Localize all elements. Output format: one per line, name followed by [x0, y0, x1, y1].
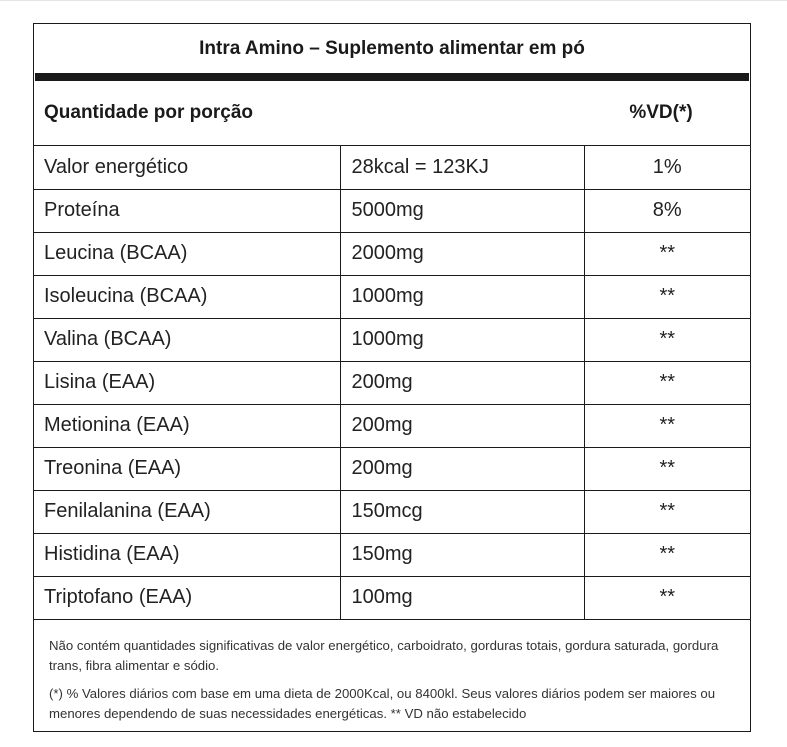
nutrient-name: Leucina (BCAA): [34, 232, 340, 275]
nutrient-name: Histidina (EAA): [34, 533, 340, 576]
nutrient-vd: **: [584, 318, 750, 361]
nutrient-name: Treonina (EAA): [34, 447, 340, 490]
footnote-not-significant: Não contém quantidades significativas de valor energético, carboidrato, gorduras totais, gordura saturada, gordura trans, fibra alimentar e sódio.: [49, 637, 719, 673]
nutrient-vd: **: [584, 232, 750, 275]
nutrient-vd: 1%: [584, 146, 750, 189]
table-header: [34, 81, 750, 146]
table-row: [34, 447, 750, 490]
nutrient-amount: 150mcg: [340, 490, 584, 533]
nutrient-vd: 8%: [584, 189, 750, 232]
table-row: [34, 232, 750, 275]
nutrient-vd: **: [584, 576, 750, 619]
nutrient-vd: **: [584, 361, 750, 404]
nutrient-amount: 150mg: [340, 533, 584, 576]
nutrient-vd: **: [584, 404, 750, 447]
table-row: [34, 318, 750, 361]
nutrition-table: [34, 146, 750, 620]
table-row: [34, 146, 750, 189]
footnote-daily-values: (*) % Valores diários com base em uma dieta de 2000Kcal, ou 8400kl. Seus valores diários podem ser maiores ou menores dependendo de suas necessidades energéticas. ** VD não estabelecido: [49, 685, 716, 721]
nutrient-amount: 28kcal = 123KJ: [340, 146, 584, 189]
table-row: [34, 189, 750, 232]
nutrient-amount: 200mg: [340, 447, 584, 490]
serving-header: Quantidade por porção: [44, 102, 254, 123]
nutrient-amount: 100mg: [340, 576, 584, 619]
nutrient-amount: 5000mg: [340, 189, 584, 232]
top-divider: [0, 0, 787, 1]
table-row: [34, 533, 750, 576]
table-row: [34, 576, 750, 619]
table-row: [34, 275, 750, 318]
nutrient-vd: **: [584, 275, 750, 318]
nutrient-amount: 1000mg: [340, 318, 584, 361]
nutrient-name: Valor energético: [34, 146, 340, 189]
table-row: [34, 361, 750, 404]
nutrient-name: Triptofano (EAA): [34, 576, 340, 619]
nutrient-vd: **: [584, 533, 750, 576]
nutrient-name: Isoleucina (BCAA): [34, 275, 340, 318]
title-separator-bar: [35, 73, 749, 81]
panel-title: Intra Amino – Suplemento alimentar em pó: [199, 37, 585, 59]
nutrient-vd: **: [584, 490, 750, 533]
vd-header: %VD(*): [629, 102, 693, 123]
nutrient-name: Valina (BCAA): [34, 318, 340, 361]
nutrient-amount: 1000mg: [340, 275, 584, 318]
nutrient-name: Proteína: [34, 189, 340, 232]
nutrient-amount: 200mg: [340, 404, 584, 447]
footnotes: [34, 620, 750, 724]
nutrient-vd: **: [584, 447, 750, 490]
nutrient-amount: 200mg: [340, 361, 584, 404]
nutrient-name: Fenilalanina (EAA): [34, 490, 340, 533]
table-row: [34, 490, 750, 533]
table-row: [34, 404, 750, 447]
nutrient-amount: 2000mg: [340, 232, 584, 275]
nutrient-name: Lisina (EAA): [34, 361, 340, 404]
nutrition-facts-panel: [33, 23, 751, 732]
nutrient-name: Metionina (EAA): [34, 404, 340, 447]
